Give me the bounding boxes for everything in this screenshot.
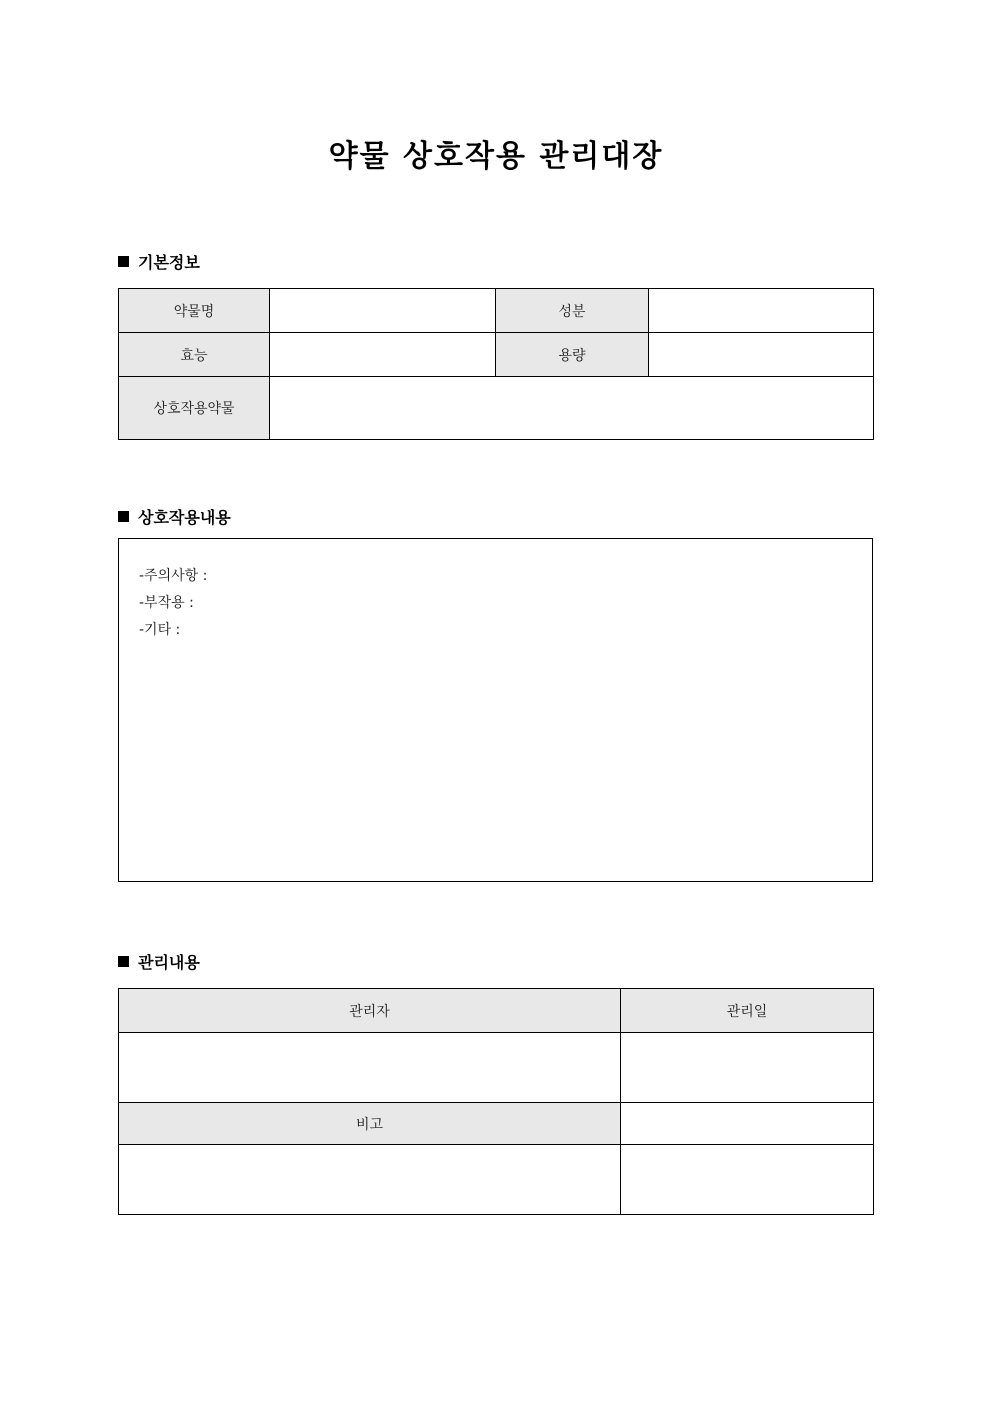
cell-label-interacting-drug: 상호작용약물 [119,377,270,440]
cell-label-efficacy: 효능 [119,333,270,377]
cell-header-manage-date: 관리일 [621,989,874,1033]
cell-label-remarks: 비고 [119,1103,621,1145]
cell-header-manager: 관리자 [119,989,621,1033]
management-table [118,988,874,1215]
cell-value-manager[interactable] [119,1033,621,1103]
table-row [119,1145,874,1215]
cell-label-ingredient: 성분 [496,289,649,333]
cell-label-dosage: 용량 [496,333,649,377]
cell-value-remarks-right[interactable] [621,1103,874,1145]
table-row [119,377,874,440]
cell-value-interacting-drug[interactable] [270,377,874,440]
cell-value-ingredient[interactable] [649,289,874,333]
prompt-line-precautions: -주의사항 : [139,568,208,584]
cell-value-dosage[interactable] [649,333,874,377]
black-square-icon [118,511,129,522]
section-heading-management [118,950,200,973]
cell-value-drug-name[interactable] [270,289,496,333]
prompt-line-side-effects: -부작용 : [139,595,194,611]
black-square-icon [118,256,129,267]
interaction-content-textbox[interactable] [118,538,873,882]
page-title: 약물 상호작용 관리대장 [328,139,664,174]
section-heading-management-label: 관리내용 [138,953,200,972]
black-square-icon [118,956,129,967]
table-row [119,333,874,377]
section-heading-basic-info [118,250,200,273]
prompt-line-other: -기타 : [139,622,181,638]
table-row [119,1033,874,1103]
cell-value-remarks-left[interactable] [119,1145,621,1215]
cell-value-manage-date[interactable] [621,1033,874,1103]
basic-info-table [118,288,874,440]
cell-value-efficacy[interactable] [270,333,496,377]
section-heading-basic-info-label: 기본정보 [138,253,200,272]
cell-label-drug-name: 약물명 [119,289,270,333]
section-heading-interaction-content-label: 상호작용내용 [138,508,231,527]
table-row [119,289,874,333]
interaction-content-prompt-lines [119,539,872,644]
table-row [119,989,874,1033]
section-heading-interaction-content [118,505,231,528]
table-row [119,1103,874,1145]
cell-value-remarks-bottom-right[interactable] [621,1145,874,1215]
